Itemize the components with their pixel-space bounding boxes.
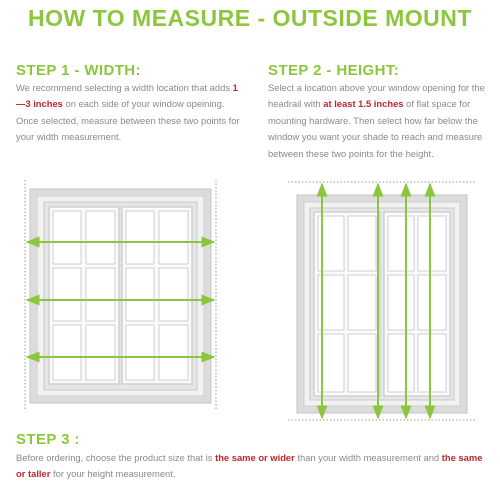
- step3-text-part3: for your height measurement.: [50, 468, 176, 480]
- width-window-illustration: [25, 180, 216, 410]
- height-window-illustration: [288, 182, 476, 420]
- step1-text-part2: on each side of your window opeining. Once selected, measure between these two points for your width measurement.: [16, 98, 240, 143]
- step2-heading: STEP 2 - HEIGHT:: [268, 62, 400, 79]
- step1-heading: STEP 1 - WIDTH:: [16, 62, 141, 79]
- step3-highlight-wider: the same or wider: [215, 452, 295, 463]
- step1-text-part1: We recommend selecting a width location that adds: [16, 82, 233, 93]
- step3-text-part2: than your width measurement and: [294, 452, 442, 463]
- step3-highlight-taller: the same or taller: [16, 452, 483, 480]
- step2-highlight: at least 1.5 inches: [323, 98, 404, 110]
- step3-text: [16, 450, 491, 483]
- step2-text-part2: of flat space for mounting hardware. Then select how far below the window you want your shade to reach and measure between these two points for the height.: [268, 98, 483, 159]
- page-title: HOW TO MEASURE - OUTSIDE MOUNT: [28, 5, 472, 31]
- step3-text-part1: Before ordering, choose the product size that is: [16, 452, 216, 463]
- step2-text-part1: Select a location above your window opening for the headrail with: [268, 82, 485, 110]
- step1-highlight: 1—3 inches: [16, 82, 238, 110]
- step3-heading: STEP 3 :: [16, 431, 80, 448]
